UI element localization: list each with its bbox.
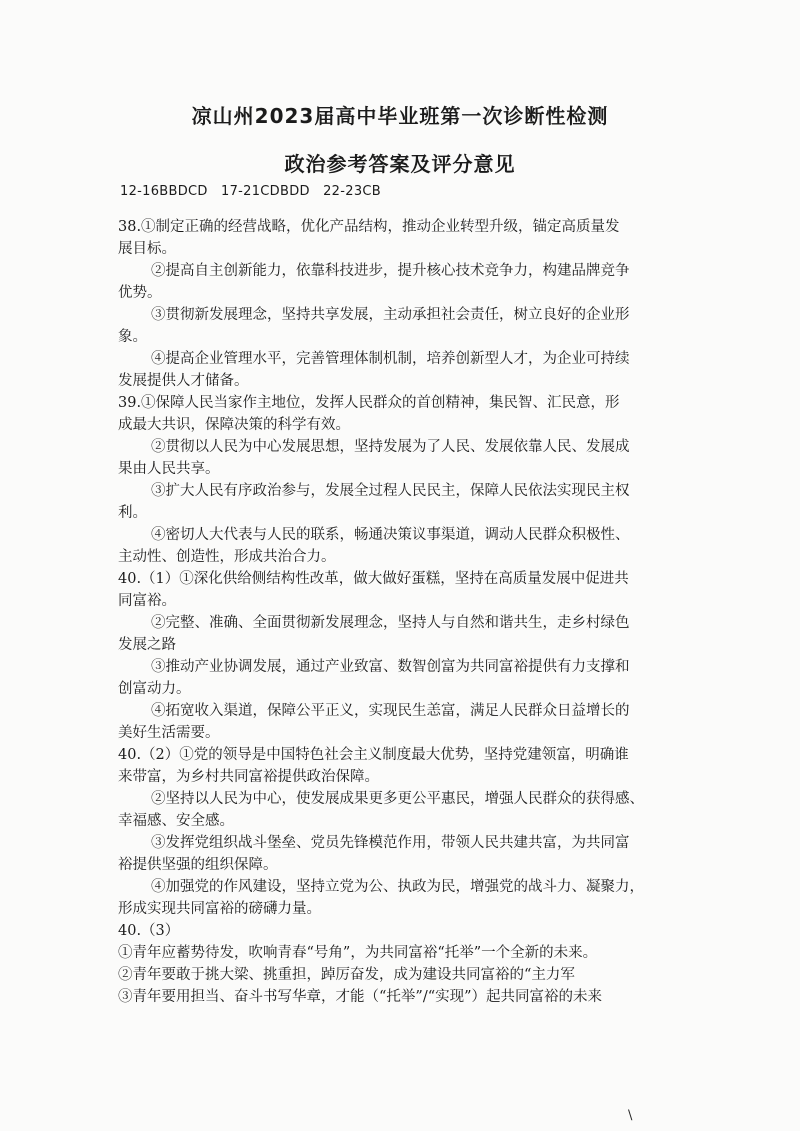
text-line: 来带富，为乡村共同富裕提供政治保障。 xyxy=(118,769,379,785)
text-line: 发展提供人才储备。 xyxy=(118,373,249,389)
page-mark: \ xyxy=(628,1108,633,1123)
text-line: ②完整、准确、全面贯彻新发展理念，坚持人与自然和谐共生，走乡村绿色 xyxy=(151,615,630,631)
text-line: 40.（3） xyxy=(118,923,180,939)
document-subtitle: 政治参考答案及评分意见 xyxy=(284,152,516,176)
text-line: 裕提供坚强的组织保障。 xyxy=(118,857,278,873)
text-line: ②青年要敢于挑大梁、挑重担，踔厉奋发，成为建设共同富裕的“主力军 xyxy=(118,967,575,983)
text-line: 40.（2）①党的领导是中国特色社会主义制度最大优势，坚持党建领富，明确谁 xyxy=(118,747,629,763)
text-line: 主动性、创造性，形成共治合力。 xyxy=(118,549,336,565)
text-line: ③青年要用担当、奋斗书写华章，才能（“托举”/“实现”）起共同富裕的未来 xyxy=(118,989,603,1005)
answer-body xyxy=(118,216,688,1008)
text-line: ②贯彻以人民为中心发展思想，坚持发展为了人民、发展依靠人民、发展成 xyxy=(151,439,630,455)
text-line: 成最大共识，保障决策的科学有效。 xyxy=(118,417,350,433)
text-line: 创富动力。 xyxy=(118,681,191,697)
text-line: 幸福感、安全感。 xyxy=(118,813,234,829)
text-line: ③贯彻新发展理念，坚持共享发展，主动承担社会责任，树立良好的企业形 xyxy=(151,307,630,323)
text-line: 同富裕。 xyxy=(118,593,176,609)
text-line: 38.①制定正确的经营战略，优化产品结构，推动企业转型升级，锚定高质量发 xyxy=(118,219,620,235)
text-line: 利。 xyxy=(118,505,147,521)
text-line: ③扩大人民有序政治参与，发展全过程人民民主，保障人民依法实现民主权 xyxy=(151,483,630,499)
text-line: 40.（1）①深化供给侧结构性改革，做大做好蛋糕，坚持在高质量发展中促进共 xyxy=(118,571,629,587)
text-line: ④密切人大代表与人民的联系，畅通决策议事渠道，调动人民群众积极性、 xyxy=(151,527,630,543)
text-line: ④加强党的作风建设，坚持立党为公、执政为民，增强党的战斗力、凝聚力， xyxy=(151,879,644,895)
text-line: ②坚持以人民为中心，使发展成果更多更公平惠民，增强人民群众的获得感、 xyxy=(151,791,644,807)
text-line: ③推动产业协调发展，通过产业致富、数智创富为共同富裕提供有力支撑和 xyxy=(151,659,630,675)
text-line: ①青年应蓄势待发，吹响青春“号角”，为共同富裕“托举”一个全新的未来。 xyxy=(118,945,598,961)
text-line: 象。 xyxy=(118,329,147,345)
text-line: 优势。 xyxy=(118,285,162,301)
text-line: 39.①保障人民当家作主地位，发挥人民群众的首创精神，集民智、汇民意，形 xyxy=(118,395,620,411)
multiple-choice-answer-key: 12-16BBDCD 17-21CDBDD 22-23CB xyxy=(120,184,381,199)
text-line: 展目标。 xyxy=(118,241,176,257)
text-line: ④拓宽收入渠道，保障公平正义，实现民生恙富，满足人民群众日益增长的 xyxy=(151,703,630,719)
document-title: 凉山州2023届高中毕业班第一次诊断性检测 xyxy=(191,104,609,128)
text-line: ④提高企业管理水平，完善管理体制机制，培养创新型人才，为企业可持续 xyxy=(151,351,630,367)
text-line: ②提高自主创新能力，依靠科技进步，提升核心技术竞争力，构建品牌竞争 xyxy=(151,263,630,279)
text-line: 发展之路 xyxy=(118,637,176,653)
text-line: 果由人民共享。 xyxy=(118,461,220,477)
text-line: ③发挥党组织战斗堡垒、党员先锋模范作用，带领人民共建共富，为共同富 xyxy=(151,835,630,851)
text-line: 美好生活需要。 xyxy=(118,725,220,741)
text-line: 形成实现共同富裕的磅礴力量。 xyxy=(118,901,321,917)
